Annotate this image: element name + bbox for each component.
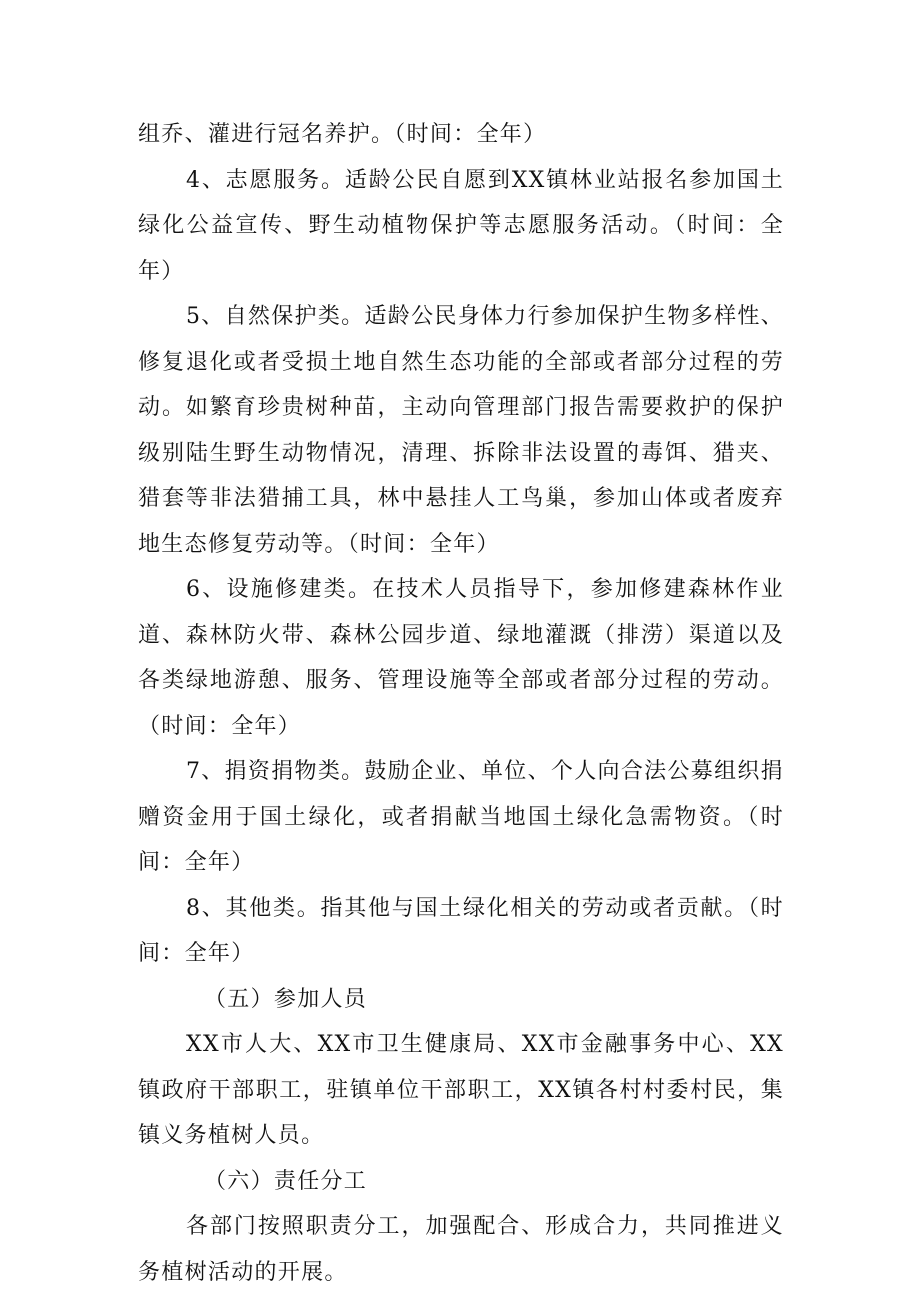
paragraph-other: 8、其他类。指其他与国土绿化相关的劳动或者贡献。（时间：全年） <box>138 895 784 966</box>
section-heading-responsibilities: （六）责任分工 <box>204 1168 368 1194</box>
document-page <box>138 112 784 1295</box>
paragraph-volunteer-service: 4、志愿服务。适龄公民自愿到XX镇林业站报名参加国土绿化公益宣传、野生动植物保护等志愿服务活动。（时间：全年） <box>138 167 784 284</box>
paragraph-continuation: 组乔、灌进行冠名养护。（时间：全年） <box>138 122 547 147</box>
paragraph-responsibilities: 各部门按照职责分工，加强配合、形成合力，共同推进义务植树活动的开展。 <box>138 1214 784 1285</box>
section-heading-participants: （五）参加人员 <box>204 986 368 1012</box>
paragraph-facility-construction: 6、设施修建类。在技术人员指导下，参加修建森林作业道、森林防火带、森林公园步道、绿地灌溉（排涝）渠道以及各类绿地游憩、服务、管理设施等全部或者部分过程的劳动。（时间：全年） <box>138 577 784 739</box>
paragraph-nature-protection: 5、自然保护类。适龄公民身体力行参加保护生物多样性、修复退化或者受损土地自然生态功能的全部或者部分过程的劳动。如繁育珍贵树种苗，主动向管理部门报告需要救护的保护级别陆生野生动物情况，清理、拆除非法设置的毒饵、猎夹、猎套等非法猎捕工具，林中悬挂人工鸟巢，参加山体或者废弃地生态修复劳动等。（时间：全年） <box>138 304 784 557</box>
paragraph-donation: 7、捐资捐物类。鼓励企业、单位、个人向合法公募组织捐赠资金用于国土绿化，或者捐献当地国土绿化急需物资。（时间：全年） <box>138 759 784 875</box>
paragraph-participants: XX市人大、XX市卫生健康局、XX市金融事务中心、XX镇政府干部职工，驻镇单位干部职工，XX镇各村村委村民，集镇义务植树人员。 <box>138 1032 784 1148</box>
